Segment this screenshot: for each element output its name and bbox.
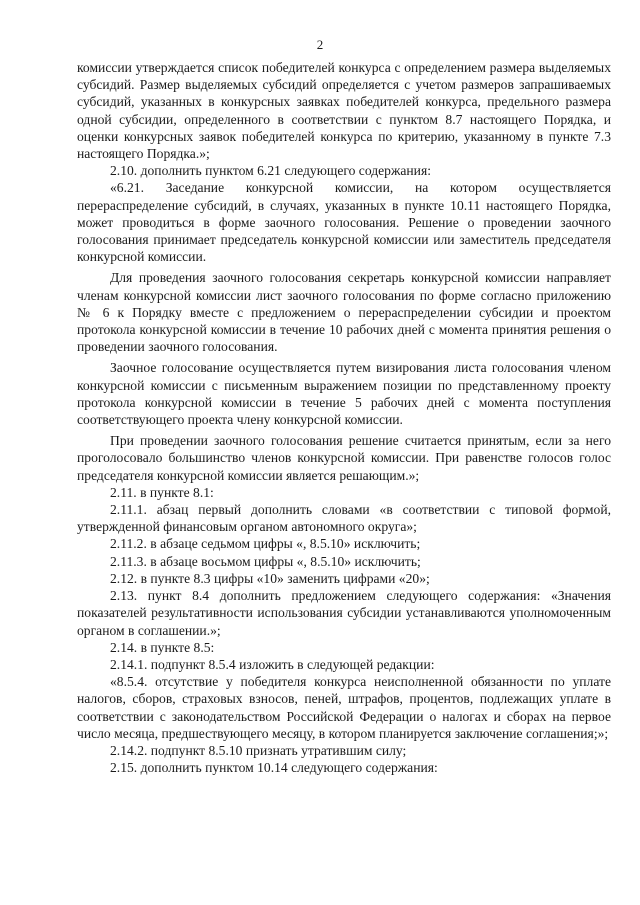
paragraph-item-2-10: 2.10. дополнить пунктом 6.21 следующего содержания:	[110, 163, 431, 179]
paragraph-item-2-13: 2.13. пункт 8.4 дополнить предложением следующего содержания: «Значения показателей результативности использования субсидии устанавливаются уполномоченным органом в соглашении.»;	[77, 588, 611, 638]
paragraph-item-2-11-2: 2.11.2. в абзаце седьмом цифры «, 8.5.10» исключить;	[110, 536, 421, 552]
page-number: 2	[316, 37, 324, 52]
paragraph-voting-procedure: Для проведения заочного голосования секретарь конкурсной комиссии направляет членам конкурсной комиссии лист заочного голосования по форме согласно приложению № 6 к Порядку вместе с предложением о перераспределении субсидии и проектом протокола конкурсной комиссии в течение 10 рабочих дней с момента принятия решения о проведении заочного голосования.	[77, 270, 611, 355]
paragraph-item-2-11: 2.11. в пункте 8.1:	[110, 484, 214, 500]
paragraph-item-2-14-2: 2.14.2. подпункт 8.5.10 признать утратившим силу;	[110, 742, 407, 758]
paragraph-item-2-11-3: 2.11.3. в абзаце восьмом цифры «, 8.5.10» исключить;	[110, 553, 421, 569]
paragraph-continuation: комиссии утверждается список победителей конкурса с определением размера выделяемых субсидий. Размер выделяемых субсидий определяется с учетом размеров запрашиваемых субсидий, указанных в конкурсных заявках победителей конкурса, предельного размера одной субсидии, определенного в соответствии с пунктом 8.7 настоящего Порядка, и оценки конкурсных заявок победителей конкурса по критерию, указанному в пункте 7.3 настоящего Порядка.»;	[77, 60, 611, 162]
paragraph-item-2-14: 2.14. в пункте 8.5:	[110, 639, 215, 655]
paragraph-item-2-11-1: 2.11.1. абзац первый дополнить словами «в соответствии с типовой формой, утвержденной финансовым органом автономного округа»;	[77, 502, 611, 535]
paragraph-quote-8-5-4: «8.5.4. отсутствие у победителя конкурса неисполненной обязанности по уплате налогов, сборов, страховых взносов, пеней, штрафов, процентов, подлежащих уплате в соответствии с законодательством Российской Федерации о налогах и сборах на первое число месяца, предшествующего месяцу, в котором планируется заключение соглашения;»;	[77, 674, 611, 741]
paragraph-item-2-15: 2.15. дополнить пунктом 10.14 следующего содержания:	[110, 760, 438, 776]
paragraph-voting-result: При проведении заочного голосования решение считается принятым, если за него проголосовало большинство членов конкурсной комиссии. При равенстве голосов голос председателя конкурсной комиссии является решающим.»;	[77, 433, 611, 483]
paragraph-item-2-12: 2.12. в пункте 8.3 цифры «10» заменить цифрами «20»;	[110, 570, 430, 586]
paragraph-voting-method: Заочное голосование осуществляется путем визирования листа голосования членом конкурсной комиссии с письменным выражением позиции по представленному проекту протокола конкурсной комиссии в течение 5 рабочих дней с момента поступления соответствующего проекта члену конкурсной комиссии.	[77, 360, 611, 428]
paragraph-item-2-14-1: 2.14.1. подпункт 8.5.4 изложить в следующей редакции:	[110, 656, 435, 672]
document-body	[77, 59, 611, 776]
paragraph-quote-6-21: «6.21. Заседание конкурсной комиссии, на котором осуществляется перераспределение субсидий, в случаях, указанных в пункте 10.11 настоящего Порядка, может проводиться в форме заочного голосования. Решение о проведении заочного голосования принимает председатель конкурсной комиссии или заместитель председателя конкурсной комиссии.	[77, 180, 611, 265]
